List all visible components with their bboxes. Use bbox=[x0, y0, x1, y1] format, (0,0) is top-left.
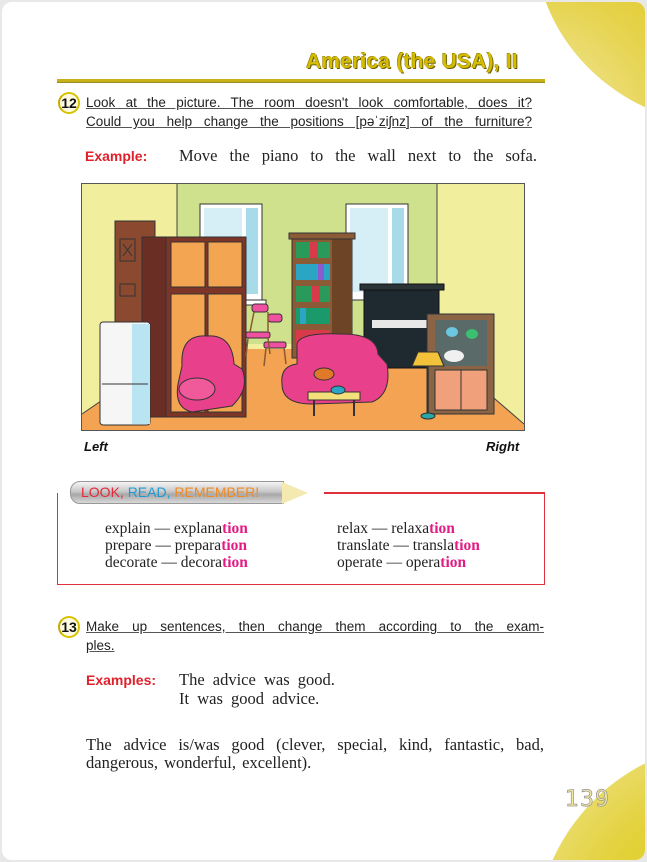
right-label: Right bbox=[486, 439, 520, 454]
exercise-number-12: 12 bbox=[58, 92, 80, 114]
banner-remember: REMEMBER! bbox=[174, 484, 260, 500]
suffix: tion bbox=[222, 520, 248, 537]
instruction-line-2: Could you help change the positions [pəˈziʃnz] of the furniture? bbox=[86, 114, 532, 129]
example-line-1: The advice was good. bbox=[179, 670, 335, 689]
exercise-12-instruction bbox=[86, 93, 532, 131]
examples-label: Examples: bbox=[86, 672, 157, 688]
pencil-tip-icon bbox=[282, 482, 308, 504]
instruction-line-1: Look at the picture. The room doesn't look comfortable, does it? bbox=[86, 95, 532, 110]
exercise-13-instruction bbox=[86, 617, 544, 655]
word-pair: translate — translation bbox=[337, 537, 480, 554]
word-list-right bbox=[337, 520, 480, 571]
word-pair: relax — relaxation bbox=[337, 520, 455, 537]
left-label: Left bbox=[84, 439, 108, 454]
pencil-banner bbox=[70, 481, 308, 504]
example-line-2: It was good advice. bbox=[179, 689, 320, 708]
title-divider bbox=[57, 79, 545, 83]
task-line-2: dangerous, wonderful, excellent). bbox=[86, 753, 312, 772]
instruction-line-2: ples. bbox=[86, 638, 115, 653]
exercise-number-13: 13 bbox=[58, 616, 80, 638]
word-pair: decorate — decoration bbox=[105, 554, 248, 571]
suffix: tion bbox=[221, 537, 248, 554]
suffix: tion bbox=[440, 554, 467, 571]
word-list-left bbox=[105, 520, 248, 571]
word-pair: operate — operation bbox=[337, 554, 467, 571]
suffix: tion bbox=[454, 537, 480, 554]
instruction-line-1: Make up sentences, then change them according to the exam- bbox=[86, 619, 544, 634]
page-title: America (the USA), II bbox=[306, 50, 518, 73]
room-illustration bbox=[81, 183, 525, 431]
pencil-body bbox=[70, 481, 284, 504]
suffix: tion bbox=[222, 554, 248, 571]
page-number: 139 bbox=[565, 787, 610, 812]
task-line-1: The advice is/was good (clever, special, kind, fantastic, bad, bbox=[86, 735, 544, 754]
corner-decoration-top bbox=[535, 2, 645, 127]
suffix: tion bbox=[429, 520, 455, 537]
word-pair: prepare — preparation bbox=[105, 537, 248, 554]
example-label: Example: bbox=[85, 148, 148, 164]
word-pair: explain — explanation bbox=[105, 520, 248, 537]
textbook-page bbox=[2, 2, 645, 860]
banner-look: LOOK, bbox=[81, 484, 124, 500]
banner-read: READ, bbox=[127, 484, 171, 500]
example-sentence: Move the piano to the wall next to the sofa. bbox=[179, 146, 537, 165]
